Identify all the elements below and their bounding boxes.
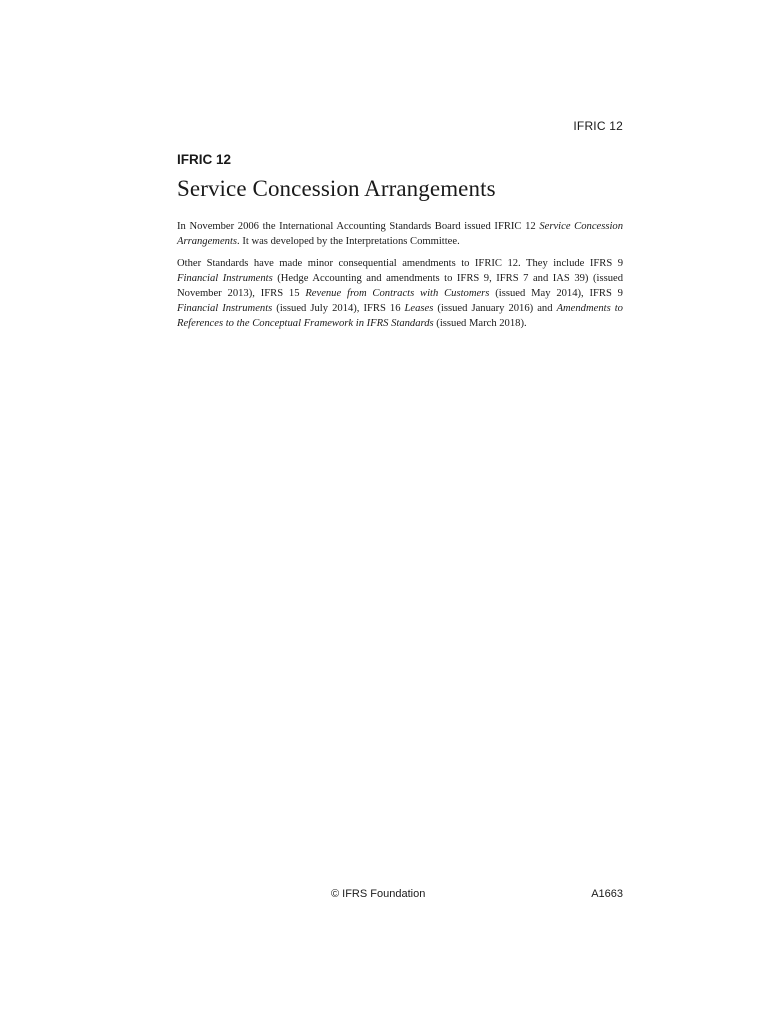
amend-text-4: (issued July 2014), IFRS 16 (272, 303, 405, 314)
intro-text-2: . It was developed by the Interpretations Committee. (237, 236, 460, 247)
intro-text-1: In November 2006 the International Accounting Standards Board issued IFRIC 12 (177, 221, 540, 232)
amend-text-5: (issued January 2016) and (433, 303, 557, 314)
intro-italic-title: Service Concession Arrangements (177, 221, 624, 247)
amend-italic-5: Amendments to References to the Conceptual Framework in IFRS Standards (177, 303, 623, 329)
document-body (177, 152, 623, 338)
amend-italic-1: Financial Instruments (177, 273, 273, 284)
page-title: Service Concession Arrangements (177, 176, 496, 201)
amend-italic-2: Revenue from Contracts with Customers (305, 288, 490, 299)
running-header: IFRIC 12 (573, 119, 623, 133)
amend-italic-4: Leases (404, 303, 434, 314)
amend-text-6: (issued March 2018). (433, 318, 527, 329)
document-label: IFRIC 12 (177, 152, 232, 167)
amend-text-2: (Hedge Accounting and amendments to IFRS 9, IFRS 7 and IAS 39) (issued November 2013), IFRS 15 (177, 273, 623, 299)
page-number: A1663 (591, 888, 623, 900)
amendments-paragraph (177, 256, 623, 331)
amend-text-3: (issued May 2014), IFRS 9 (489, 288, 623, 299)
copyright-notice: © IFRS Foundation (331, 888, 426, 900)
intro-paragraph (177, 219, 623, 249)
amend-italic-3: Financial Instruments (177, 303, 273, 314)
amend-text-1: Other Standards have made minor consequential amendments to IFRIC 12. They include IFRS 9 (177, 258, 623, 269)
